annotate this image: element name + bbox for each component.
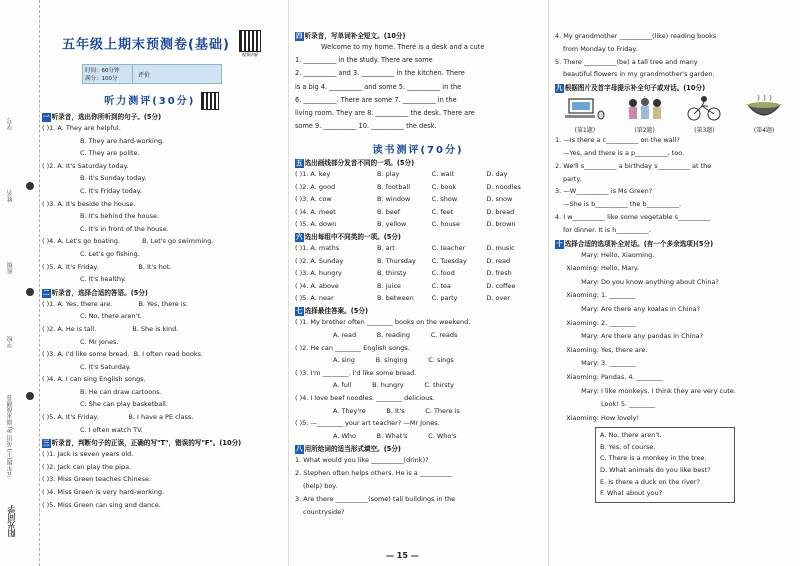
binding-margin <box>0 0 40 566</box>
question-line: ( )4. A. Let's go boating. B. Let's go swimming. <box>42 237 214 246</box>
question-line: 2. Stephen often helps others. He is a __________ <box>295 469 453 478</box>
option-line: C. It's in front of the house. <box>80 224 169 233</box>
soup-bowl-picture <box>742 95 786 121</box>
section-title: 一 听录音，选出你所听到的句子。(5分) <box>43 113 162 121</box>
option-line: C. It's Saturday. <box>80 362 131 371</box>
option-item: D. What animals do you like best? <box>600 466 711 475</box>
question-line: ( )3. Miss Green teaches Chinese. <box>42 475 152 484</box>
rating-label: 评价 <box>138 72 151 79</box>
svg-text:♪: ♪ <box>642 95 646 101</box>
question-line: ( )4. Miss Green is very hard-working. <box>42 488 165 497</box>
computer-mouse-picture <box>563 95 607 121</box>
question-line: ( )3. I'm ________. I'd like some bread. <box>295 368 417 377</box>
reading-title: 读书测评(70分) <box>372 145 464 157</box>
question-line: 3. Are there __________(some) tall buildings in the <box>295 494 456 503</box>
question-line: ( )5. A. It's Friday. B. It's hot. <box>42 262 172 271</box>
question-line: ( )2. A. He is tall. B. She is kind. <box>42 324 179 333</box>
option-line: C. It's healthy. <box>80 275 126 284</box>
question-line: ( )1. Jack is seven years old. <box>42 450 134 459</box>
options-box <box>595 427 735 503</box>
full-score: 满分：100分 <box>85 76 118 82</box>
option-item: F. What about you? <box>600 489 663 498</box>
question-line: 1. —Is there a c__________ on the wall? <box>555 136 680 145</box>
question-line: ( )5. A. It's Friday. B. I have a PE class. <box>42 413 194 422</box>
option-line: C. It's Friday today. <box>80 186 142 195</box>
margin-label-exam-name: 五年级(上) 英语 RJ 期末预测卷 <box>7 395 14 478</box>
question-line: —She is b__________ the b__________. <box>563 200 682 209</box>
person-on-bike-picture <box>682 95 726 121</box>
option-line: C. Mr Jones. <box>80 337 119 346</box>
option-line: B. It's behind the house. <box>80 212 160 221</box>
question-line: ( )2. A. It's Saturday today. <box>42 161 129 170</box>
option-item: B. Yes, of course. <box>600 442 656 451</box>
qr-code-icon[interactable] <box>239 30 261 52</box>
listening-title: 听力测评(30分) <box>42 92 281 110</box>
section-title: 五 选出画线部分发音不同的一项。(5分) <box>296 159 415 168</box>
margin-label-name: 姓名 <box>7 190 14 202</box>
option-item: E. Is there a duck on the river? <box>600 477 700 486</box>
question-line: ( )5. —________ your art teacher? —Mr Jones. <box>295 419 440 428</box>
column-3 <box>548 0 800 566</box>
question-line: beautiful flowers in my grandmother's garden. <box>563 70 715 79</box>
qr-caption: 视频讲解 <box>241 52 258 57</box>
question-line: ( )4. I love beef noodles. ________ delicious. <box>295 394 435 403</box>
question-row: ( )3. A. hungry B. thirsty C. food D. fresh <box>295 269 512 278</box>
header <box>42 30 281 58</box>
question-line: party. <box>563 174 582 183</box>
page-title: 五年级上期末预测卷(基础) <box>62 37 230 53</box>
question-line: (help) boy. <box>303 482 338 491</box>
question-row: ( )4. A. meet B. beef C. feet D. bread <box>295 207 515 216</box>
section-title: 四 听录音，写单词补全短文。(10分) <box>296 32 406 40</box>
section-title: 九 根据图片及首字母提示补全句子或对话。(10分) <box>556 84 706 93</box>
section-title: 六 选出每组中不同类的一项。(5分) <box>296 233 401 242</box>
column-2 <box>288 0 545 566</box>
option-line: A. They're B. It's C. There is <box>333 406 460 415</box>
option-line: C. No, there aren't. <box>80 312 142 321</box>
question-line: ( )1. A. Yes, there are. B. Yes, there is. <box>42 299 189 308</box>
score-box <box>82 64 222 84</box>
question-line: for dinner. It is h__________. <box>563 225 651 234</box>
section-title: 十 选择合适的选项补全对话。(有一个多余选项)(5分) <box>556 239 714 248</box>
option-line: A. read B. reading C. reads <box>333 331 458 340</box>
binding-hole <box>26 288 34 296</box>
audio-qr-icon[interactable] <box>201 92 219 110</box>
option-line: A. sing B. singing C. sings <box>333 356 454 365</box>
time-limit: 时间：60分钟 <box>85 68 120 74</box>
question-line: ( )1. A. They are helpful. <box>42 124 121 132</box>
question-line: 4. I w__________ like some vegetable s__________ <box>555 212 711 221</box>
picture-row <box>555 95 794 123</box>
question-line: 5. There __________(be) a tall tree and many <box>555 57 698 66</box>
option-line: B. It's Sunday today. <box>80 174 147 183</box>
question-line: 3. —W__________ is Ms Green? <box>555 187 653 196</box>
option-line: B. He can draw cartoons. <box>80 387 162 396</box>
question-line: ( )5. Miss Green can sing and dance. <box>42 500 161 509</box>
question-line: ( )2. Jack can play the pipa. <box>42 462 132 471</box>
question-row: ( )1. A. key B. play C. wait D. day <box>295 170 508 179</box>
question-line: ( )3. A. I'd like some bread. B. I often read books. <box>42 350 204 359</box>
option-item: A. No, there aren't. <box>600 431 662 440</box>
margin-label-class: 班级 <box>7 262 14 274</box>
question-line: ( )3. A. It's beside the house. <box>42 199 136 208</box>
children-singing-picture <box>623 95 667 121</box>
section-title: 三 听录音，判断句子的正误，正确的写"T"，错误的写"F"。(10分) <box>43 439 242 448</box>
margin-label-school: 学校 <box>7 336 14 348</box>
passage: Welcome to my home. There is a desk and a cute 1. __________ in the study. There are some 2. __________ and 3. __________ in the kitchen. There is a big 4. __________ and some 5. __________ in the 6. __________. There are some 7. __________ in the living room. They are 8. __________ the desk. There are some 9. __________ 10. __________ the desk. <box>295 43 485 131</box>
question-row: ( )2. A. good B. football C. book D. noodles <box>295 182 521 191</box>
option-line: A. Who B. What's C. Who's <box>333 431 457 440</box>
question-row: ( )3. A. cow B. window C. show D. snow <box>295 195 513 204</box>
question-row: ( )5. A. near B. between C. party D. over <box>295 294 510 303</box>
question-row: ( )1. A. maths B. art C. teacher D. music <box>295 244 515 253</box>
question-line: —Yes, and there is a p__________, too. <box>563 148 685 157</box>
dialogue: Mary: Hello, Xiaoming. Xiaoming: Hello, Mary. Mary: Do you know anything about China? Xiaoming: 1. ________ Mary: Are there any koalas in China? Xiaoming: 2. ________ Mary: Are there any pandas in China? Xiaoming: Yes, there are. Mary: 3. ________ Xiaoming: Pandas. 4. ________ Mary: I like monkeys. I think they are very cute. Look! 5. ________ Xiaoming: How lovely! <box>566 250 736 422</box>
option-line: C. She can play basketball. <box>80 400 168 409</box>
section-title: 七 选择最佳答案。(5分) <box>296 307 368 316</box>
section-title: 二 听录音，选择合适的答语。(5分) <box>43 288 148 297</box>
binding-hole <box>26 182 34 190</box>
column-1 <box>40 0 285 566</box>
option-line: C. I often watch TV. <box>80 425 143 434</box>
option-line: B. They are hard-working. <box>80 136 165 145</box>
question-row: ( )4. A. above B. juice C. tea D. coffee <box>295 281 516 290</box>
question-row: ( )5. A. down B. yellow C. house D. brown <box>295 220 516 229</box>
question-line: 4. My grandmother __________(like) reading books <box>555 32 717 40</box>
margin-logo: 阳光同学 <box>7 505 16 537</box>
option-line: C. Let's go fishing. <box>80 249 140 258</box>
page-number: — 15 — <box>386 551 419 560</box>
question-line: ( )1. My brother often ________ books on the weekend. <box>295 318 471 327</box>
option-line: C. They are polite. <box>80 149 140 158</box>
question-line: from Monday to Friday. <box>563 44 638 53</box>
option-line: A. full B. hungry C. thirsty <box>333 381 455 390</box>
option-item: C. There is a monkey in the tree. <box>600 454 707 463</box>
picture-captions: (第1题) (第2题) (第3题) (第4题) <box>574 127 775 135</box>
question-line: 2. We'll s__________ a birthday s__________ at the <box>555 161 712 170</box>
question-row: ( )2. A. Sunday B. Thursday C. Tuesday D. read <box>295 256 511 265</box>
margin-label-student-id: 学号 <box>7 118 14 130</box>
binding-hole <box>26 392 34 400</box>
question-line: ( )4. A. I can sing English songs. <box>42 375 146 384</box>
question-line: ( )2. He can ________ English songs. <box>295 343 410 352</box>
question-line: countryside? <box>303 507 345 516</box>
section-title: 八 用所给词的适当形式填空。(5分) <box>296 445 401 454</box>
question-line: 1. What would you like __________(drink)? <box>295 456 429 465</box>
